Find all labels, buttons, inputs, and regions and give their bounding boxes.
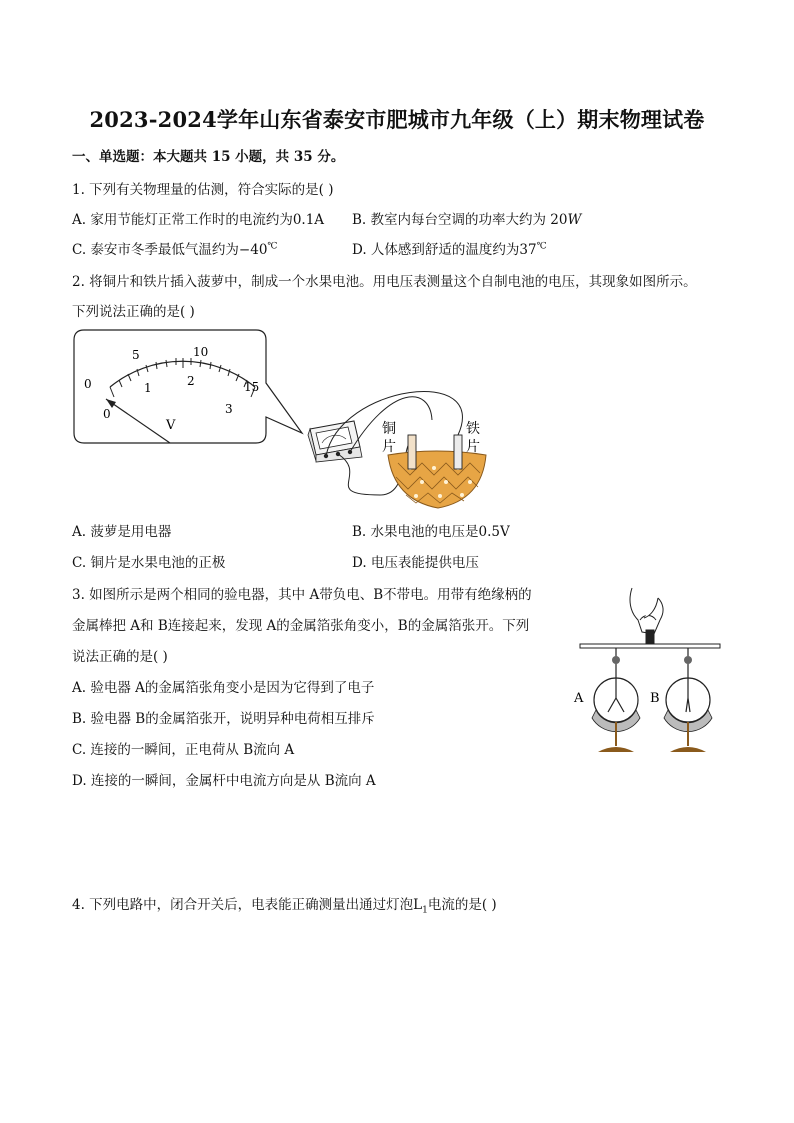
meter-tick-top-10: 10 [193, 345, 209, 359]
q1-option-a: A. 家用节能灯正常工作时的电流约为0.1A [72, 212, 325, 228]
q1-option-d-unit: ℃ [536, 241, 547, 252]
q1-option-c-unit: ℃ [267, 241, 278, 252]
q1-option-b-unit: W [567, 212, 582, 228]
q2-option-a: A. 菠萝是用电器 [72, 524, 172, 540]
meter-tick-top-0: 0 [84, 377, 92, 391]
q2-stem-line2: 下列说法正确的是( ) [72, 304, 195, 320]
q2-stem-line1: 2. 将铜片和铁片插入菠萝中，制成一个水果电池。用电压表测量这个自制电池的电压，其现象如图所示。 [72, 274, 697, 290]
electroscope-b [664, 648, 712, 752]
copper-plate [408, 435, 416, 469]
meter-tick-bottom-0: 0 [103, 407, 111, 421]
meter-tick-bottom-2: 2 [187, 374, 195, 388]
iron-label-2: 片 [466, 439, 480, 455]
section-desc: 本大题共 15 小题，共 35 分。 [153, 149, 345, 165]
meter-unit-label: V [166, 418, 176, 433]
section-label: 一、单选题： [72, 149, 153, 165]
q2-option-b: B. 水果电池的电压是0.5V [352, 524, 510, 540]
page-title: 2023-2024学年山东省泰安市肥城市九年级（上）期末物理试卷 [89, 107, 705, 132]
electroscope-label-b: B [650, 691, 660, 706]
voltmeter-device [308, 421, 362, 462]
meter-tick-bottom-3: 3 [225, 402, 233, 416]
iron-plate [454, 435, 462, 469]
q4-stem-text: 4. 下列电路中，闭合开关后，电表能正确测量出通过灯泡L [72, 897, 423, 913]
q4-stem-tail: 电流的是( ) [427, 897, 497, 913]
q2-option-c: C. 铜片是水果电池的正极 [72, 555, 226, 571]
section-heading [72, 145, 344, 165]
q4-stem [72, 893, 497, 916]
fruit-battery-figure [70, 325, 490, 515]
q1-option-c-text: C. 泰安市冬季最低气温约为−40 [72, 242, 268, 258]
q1-option-b-text: B. 教室内每台空调的功率大约为 20 [352, 212, 568, 228]
metal-rod [580, 644, 720, 648]
q3-option-a: A. 验电器 A的金属箔张角变小是因为它得到了电子 [72, 680, 375, 696]
q3-stem-line3: 说法正确的是( ) [72, 649, 168, 665]
q3-option-d: D. 连接的一瞬间，金属杆中电流方向是从 B流向 A [72, 773, 376, 789]
q3-stem-line2: 金属棒把 A和 B连接起来，发现 A的金属箔张角变小，B的金属箔张开。下列 [72, 618, 530, 634]
iron-label-1: 铁 [466, 421, 480, 437]
q1-option-c [72, 238, 278, 258]
meter-tick-top-15: 15 [244, 380, 260, 394]
electroscope-figure [570, 580, 726, 760]
q2-option-d: D. 电压表能提供电压 [352, 555, 479, 571]
q1-option-d [352, 238, 547, 258]
pineapple [388, 451, 486, 508]
electroscope-label-a: A [574, 691, 584, 706]
meter-tick-top-5: 5 [132, 348, 140, 362]
q3-option-b: B. 验电器 B的金属箔张开，说明异种电荷相互排斥 [72, 711, 375, 727]
q3-stem-line1: 3. 如图所示是两个相同的验电器，其中 A带负电、B不带电。用带有绝缘柄的 [72, 587, 532, 603]
copper-label-2: 片 [382, 439, 396, 455]
q1-option-b [352, 208, 581, 228]
q1-stem: 1. 下列有关物理量的估测，符合实际的是( ) [72, 182, 334, 198]
q1-option-d-text: D. 人体感到舒适的温度约为37 [352, 242, 537, 258]
q3-option-c: C. 连接的一瞬间，正电荷从 B流向 A [72, 742, 295, 758]
hand-illustration [630, 588, 663, 644]
copper-label-1: 铜 [382, 421, 396, 437]
meter-tick-bottom-1: 1 [144, 381, 152, 395]
electroscope-a [592, 648, 640, 752]
q4-stem-subscript: 1 [422, 905, 428, 916]
